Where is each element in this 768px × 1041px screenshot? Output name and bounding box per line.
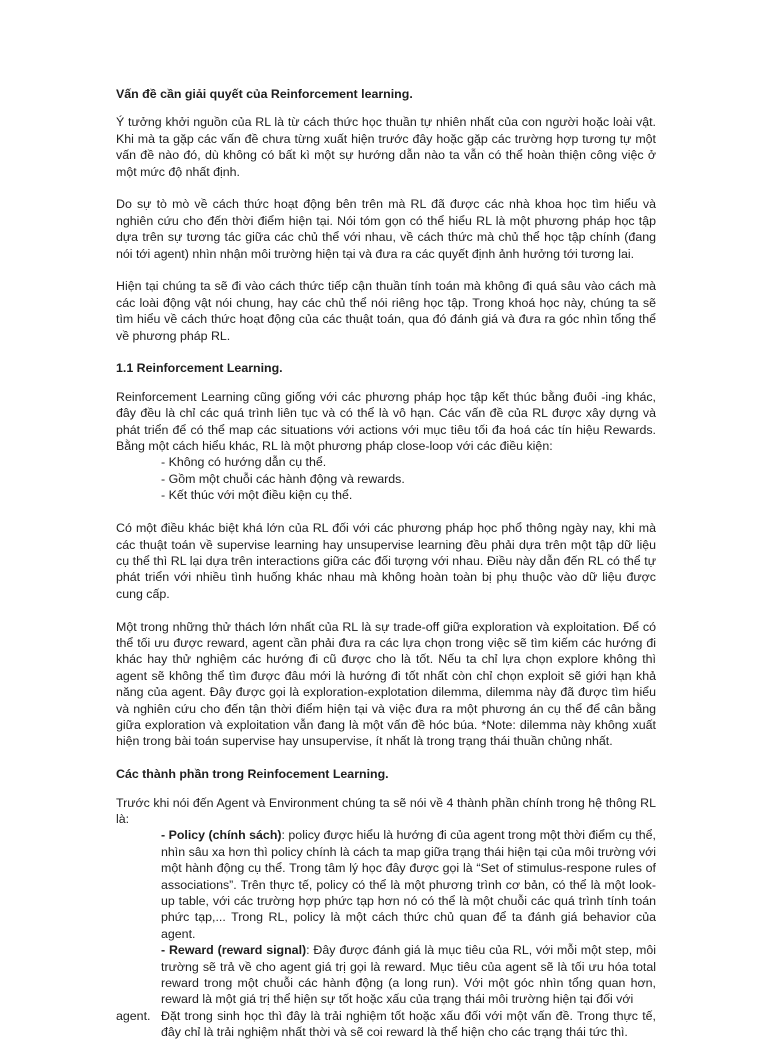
list-item: - Không có hướng dẫn cụ thể.	[161, 455, 327, 470]
section-title-rl: 1.1 Reinforcement Learning.	[116, 361, 283, 376]
list-item: - Kết thúc với một điều kiện cụ thể.	[161, 488, 353, 503]
policy-label: - Policy (chính sách)	[161, 828, 282, 843]
agent-row	[116, 1008, 656, 1041]
paragraph-approach: Hiện tại chúng ta sẽ đi vào cách thức tiếp cận thuần tính toán mà không đi quá sâu vào cách mà các loài động vật nói chung, hay các chủ thể nói riêng học tập. Trong khoá học này, chúng ta sẽ tìm hiểu về cách thức hoạt động của các thuật toán, qua đó đánh giá và đưa ra góc nhìn tổng thể về phương pháp RL.	[116, 279, 656, 343]
reward-label: - Reward (reward signal)	[161, 943, 307, 958]
policy-item	[116, 827, 656, 942]
paragraph-components-intro: Trước khi nói đến Agent và Environment chúng ta sẽ nói về 4 thành phần chính trong hệ thông RL là:	[116, 795, 656, 826]
policy-text: : policy được hiểu là hướng đi của agent trong một thời điểm cụ thể, nhìn sâu xa hơn thì policy chính là cách ta map giữa trạng thái hiện tại của môi trường với một hành động cụ thể. Trong tâm lý học đây được gọi là “Set of stimulus-respone rules of associations”. Trên thực tế, policy có thể là một phương trình cơ bản, có thể là một look-up table, với các trường hợp phức tạp hơn nó có thể là một chuỗi các quá trình tính toán phức tạp,... Trong RL, policy là một cách thức chủ quan để ta đánh giá behavior của agent.	[161, 828, 656, 941]
document-page	[116, 86, 656, 1041]
paragraph-curiosity: Do sự tò mò về cách thức hoạt động bên trên mà RL đã được các nhà khoa học tìm hiểu và nghiên cứu cho đến thời điểm hiện tại. Nói tóm gọn có thể hiểu RL là một phương pháp học tập dựa trên sự tương tác giữa các chủ thể với nhau, về cách thức mà chủ thể học tập chính (đang nói tới agent) nhìn nhận môi trường hiện tại và đưa ra các quyết định ảnh hưởng tới tương lai.	[116, 197, 656, 261]
paragraph-origin: Ý tưởng khởi nguồn của RL là từ cách thức học thuần tự nhiên nhất của con người hoặc loài vật. Khi mà ta gặp các vấn đề chưa từng xuất hiện trước đây hoặc gặp các trường hợp tương tự một vấn đề nào đó, dù không có bất kì một sự hướng dẫn nào ta vẫn có thể hoàn thiện công việc ở một mức độ nhất định.	[116, 115, 656, 179]
paragraph-difference: Có một điều khác biệt khá lớn của RL đối với các phương pháp học phổ thông ngày nay, khi mà các thuật toán về supervise learning hay unsupervise learning đều phải dựa trên một tập dữ liệu cụ thể thì RL lại dựa trên interactions giữa các đối tượng với nhau. Điều này dẫn đến RL có thể tự phát triển với nhiều tình huống khác nhau mà không hoàn toàn bị phụ thuộc vào dữ liệu được cung cấp.	[116, 521, 656, 601]
list-item: - Gồm một chuỗi các hành động và rewards.	[161, 471, 405, 486]
agent-text: Đặt trong sinh học thì đây là trải nghiệm tốt hoặc xấu đối với một vấn đề. Trong thực tế, đây chỉ là trải nghiệm nhất thời và sẽ coi reward là thể hiện cho các trạng thái tức thì.	[161, 1008, 656, 1040]
condition-list	[116, 454, 656, 503]
section-title-problem: Vấn đề cần giải quyết của Reinforcement learning.	[116, 87, 413, 101]
agent-word: agent.	[116, 1008, 151, 1023]
section-title-components: Các thành phần trong Reinfocement Learning.	[116, 767, 389, 782]
paragraph-tradeoff: Một trong những thử thách lớn nhất của RL là sự trade-off giữa exploration và exploitation. Để có thể tối ưu được reward, agent cần phải đưa ra các lựa chọn trong việc sẽ tìm kiếm các hướng đi khác hay thử nghiệm các hướng đi cũ được cho là tốt. Nếu ta chỉ lựa chọn explore không thì agent sẽ không thể tìm được đâu mới là hướng đi tốt nhất còn chỉ chọn exploit sẽ giới hạn khả năng của agent. Đây được gọi là exploration-explotation dilemma, dilemma này đã được tìm hiểu và nghiên cứu cho đến tận thời điểm hiện tại và việc đưa ra một phương án cụ thể để cân bằng giữa exploration và exploitation vẫn đang là một vấn đề hóc búa. *Note: dilemma này không xuất hiện trong bài toán supervise hay unsupervise, ít nhất là trong trạng thái thuần chủng nhất.	[116, 619, 656, 749]
reward-item	[116, 942, 656, 1008]
reward-text: : Đây được đánh giá là mục tiêu của RL, với mỗi một step, môi trường sẽ trả về cho agent giá trị gọi là reward. Mục tiêu của agent sẽ là tối ưu hóa total reward trong một chuỗi các hành động (a long run). Với một góc nhìn tổng quan hơn, reward là một giá trị thể hiện sự tốt hoặc xấu của trạng thái môi trường hiện tại đối với	[161, 943, 656, 1007]
paragraph-rl-intro: Reinforcement Learning cũng giống với các phương pháp học tập kết thúc bằng đuôi -ing khác, đây đều là chỉ các quá trình liên tục và có thể là vô hạn. Các vấn đề của RL được xây dựng và phát triển để có thể map các situations với actions với mục tiêu tối đa hoá các tín hiệu Rewards. Bằng một cách hiểu khác, RL là một phương pháp close-loop với các điều kiện:	[116, 389, 656, 454]
